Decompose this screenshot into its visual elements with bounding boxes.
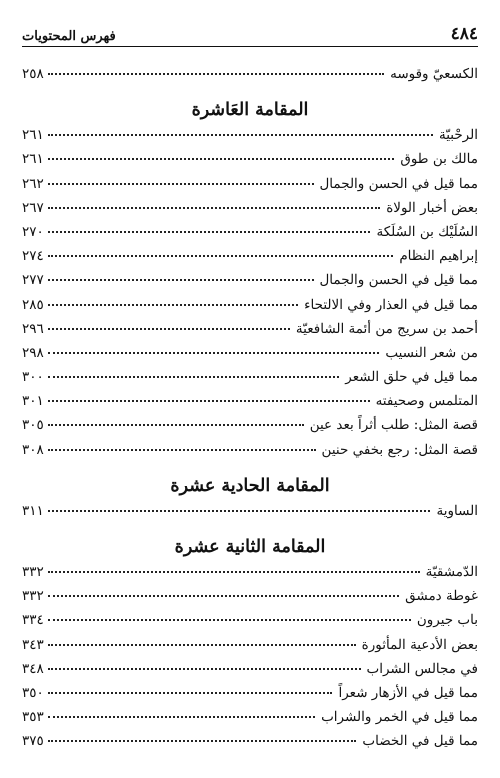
entry-title: قصة المثل: طلب أثراً بعد عين	[309, 417, 478, 434]
toc-entry[interactable]	[22, 200, 478, 224]
entry-title: المتلمس وصحيفته	[375, 393, 478, 410]
dot-leader	[48, 448, 316, 451]
dot-leader	[48, 594, 399, 597]
section-heading: المقامة الحادية عشرة	[170, 475, 330, 496]
entry-title: الكسعيّ وقوسه	[390, 66, 478, 82]
entry-page-number: ٣٠١	[22, 393, 44, 410]
dot-leader	[48, 423, 304, 426]
entry-title: السُلَيْك بن السُلَكة	[376, 223, 478, 240]
dot-leader	[48, 509, 431, 512]
entry-title: مما قيل في الخضاب	[362, 733, 478, 750]
toc-entry[interactable]	[22, 417, 478, 441]
entry-page-number: ٣٣٢	[22, 588, 44, 605]
dot-leader	[48, 133, 433, 136]
dot-leader	[48, 667, 361, 670]
entry-page-number: ٢٥٨	[22, 66, 44, 82]
running-title: فهرس المحتويات	[22, 29, 116, 44]
toc-entry[interactable]	[22, 661, 478, 685]
toc-entry[interactable]	[22, 66, 478, 90]
entry-page-number: ٣٧٥	[22, 733, 44, 750]
toc-entry[interactable]	[22, 272, 478, 296]
dot-leader	[48, 351, 380, 354]
entry-title: مما قيل في الحسن والجمال	[319, 272, 478, 289]
entry-title: إبراهيم النظام	[399, 248, 478, 265]
toc-entry[interactable]	[22, 612, 478, 636]
entry-page-number: ٢٧٧	[22, 272, 44, 289]
toc-entry[interactable]	[22, 564, 478, 588]
entry-title: غوطة دمشق	[405, 588, 478, 605]
toc-list	[22, 66, 478, 758]
entry-title: الدّمشقيّة	[425, 564, 478, 580]
dot-leader	[48, 715, 315, 718]
dot-leader	[48, 643, 356, 646]
dot-leader	[48, 206, 380, 209]
entry-page-number: ٣٥٣	[22, 709, 44, 726]
entry-page-number: ٢٧٤	[22, 248, 44, 265]
entry-page-number: ٣٤٨	[22, 660, 44, 677]
dot-leader	[48, 72, 384, 75]
dot-leader	[48, 739, 357, 742]
entry-title: مما قيل في العذار وفي الالتحاء	[304, 296, 478, 313]
entry-page-number: ٢٦٢	[22, 175, 44, 192]
entry-page-number: ٢٩٦	[22, 320, 44, 337]
dot-leader	[48, 691, 333, 694]
entry-page-number: ٢٨٥	[22, 296, 44, 313]
entry-page-number: ٣٤٣	[22, 636, 44, 653]
section-heading: المقامة الثانية عشرة	[174, 537, 326, 557]
entry-page-number: ٣١١	[22, 502, 44, 519]
toc-entry[interactable]	[22, 733, 478, 757]
entry-page-number: ٣٠٨	[22, 441, 44, 458]
entry-title: بعض أخبار الولاة	[386, 199, 478, 216]
entry-title: مما قيل في حلق الشعر	[345, 369, 478, 386]
dot-leader	[48, 278, 314, 281]
toc-entry[interactable]	[22, 442, 478, 466]
entry-page-number: ٣٠٠	[22, 369, 44, 386]
entry-title: الساوية	[436, 502, 478, 519]
toc-entry[interactable]	[22, 297, 478, 321]
dot-leader	[48, 182, 314, 185]
toc-entry[interactable]	[22, 393, 478, 417]
entry-page-number: ٢٦٧	[22, 199, 44, 216]
toc-entry[interactable]	[22, 321, 478, 345]
dot-leader	[48, 230, 371, 233]
dot-leader	[48, 254, 394, 257]
toc-entry[interactable]	[22, 151, 478, 175]
toc-entry[interactable]	[22, 345, 478, 369]
toc-entry[interactable]	[22, 685, 478, 709]
section-heading: المقامة العَاشرة	[191, 100, 309, 121]
toc-entry[interactable]	[22, 637, 478, 661]
entry-title: مما قيل في الأزهار شعراً	[338, 684, 478, 701]
entry-title: مالك بن طوق	[400, 151, 478, 168]
toc-entry[interactable]	[22, 224, 478, 248]
dot-leader	[48, 375, 340, 378]
entry-title: باب جيرون	[416, 612, 478, 629]
dot-leader	[48, 399, 370, 402]
entry-page-number: ٣٥٠	[22, 684, 44, 701]
entry-page-number: ٣٣٤	[22, 612, 44, 629]
entry-title: بعض الأدعية المأثورة	[361, 636, 478, 653]
entry-title: قصة المثل: رجع بخفي حنين	[321, 441, 478, 458]
entry-title: مما قيل في الحسن والجمال	[319, 175, 478, 192]
page-header	[22, 20, 478, 47]
entry-page-number: ٢٩٨	[22, 344, 44, 361]
entry-page-number: ٣٣٢	[22, 564, 44, 580]
dot-leader	[48, 303, 298, 306]
dot-leader	[48, 570, 420, 573]
entry-title: من شعر النسيب	[385, 344, 478, 361]
toc-entry[interactable]	[22, 127, 478, 151]
entry-page-number: ٢٦١	[22, 151, 44, 168]
entry-title: أحمد بن سريج من أئمة الشافعيّة	[295, 320, 478, 337]
toc-entry[interactable]	[22, 588, 478, 612]
entry-page-number: ٢٦١	[22, 127, 44, 144]
entry-page-number: ٢٧٠	[22, 223, 44, 240]
dot-leader	[48, 327, 290, 330]
toc-entry[interactable]	[22, 176, 478, 200]
toc-entry[interactable]	[22, 503, 478, 527]
entry-title: الرحْبيّة	[438, 127, 478, 144]
toc-entry[interactable]	[22, 248, 478, 272]
toc-entry[interactable]	[22, 369, 478, 393]
toc-entry[interactable]	[22, 709, 478, 733]
dot-leader	[48, 157, 395, 160]
entry-title: في مجالس الشراب	[366, 660, 478, 677]
entry-page-number: ٣٠٥	[22, 417, 44, 434]
page-number: ٤٨٤	[450, 24, 478, 44]
entry-title: مما قيل في الخمر والشراب	[321, 709, 478, 726]
dot-leader	[48, 618, 411, 621]
